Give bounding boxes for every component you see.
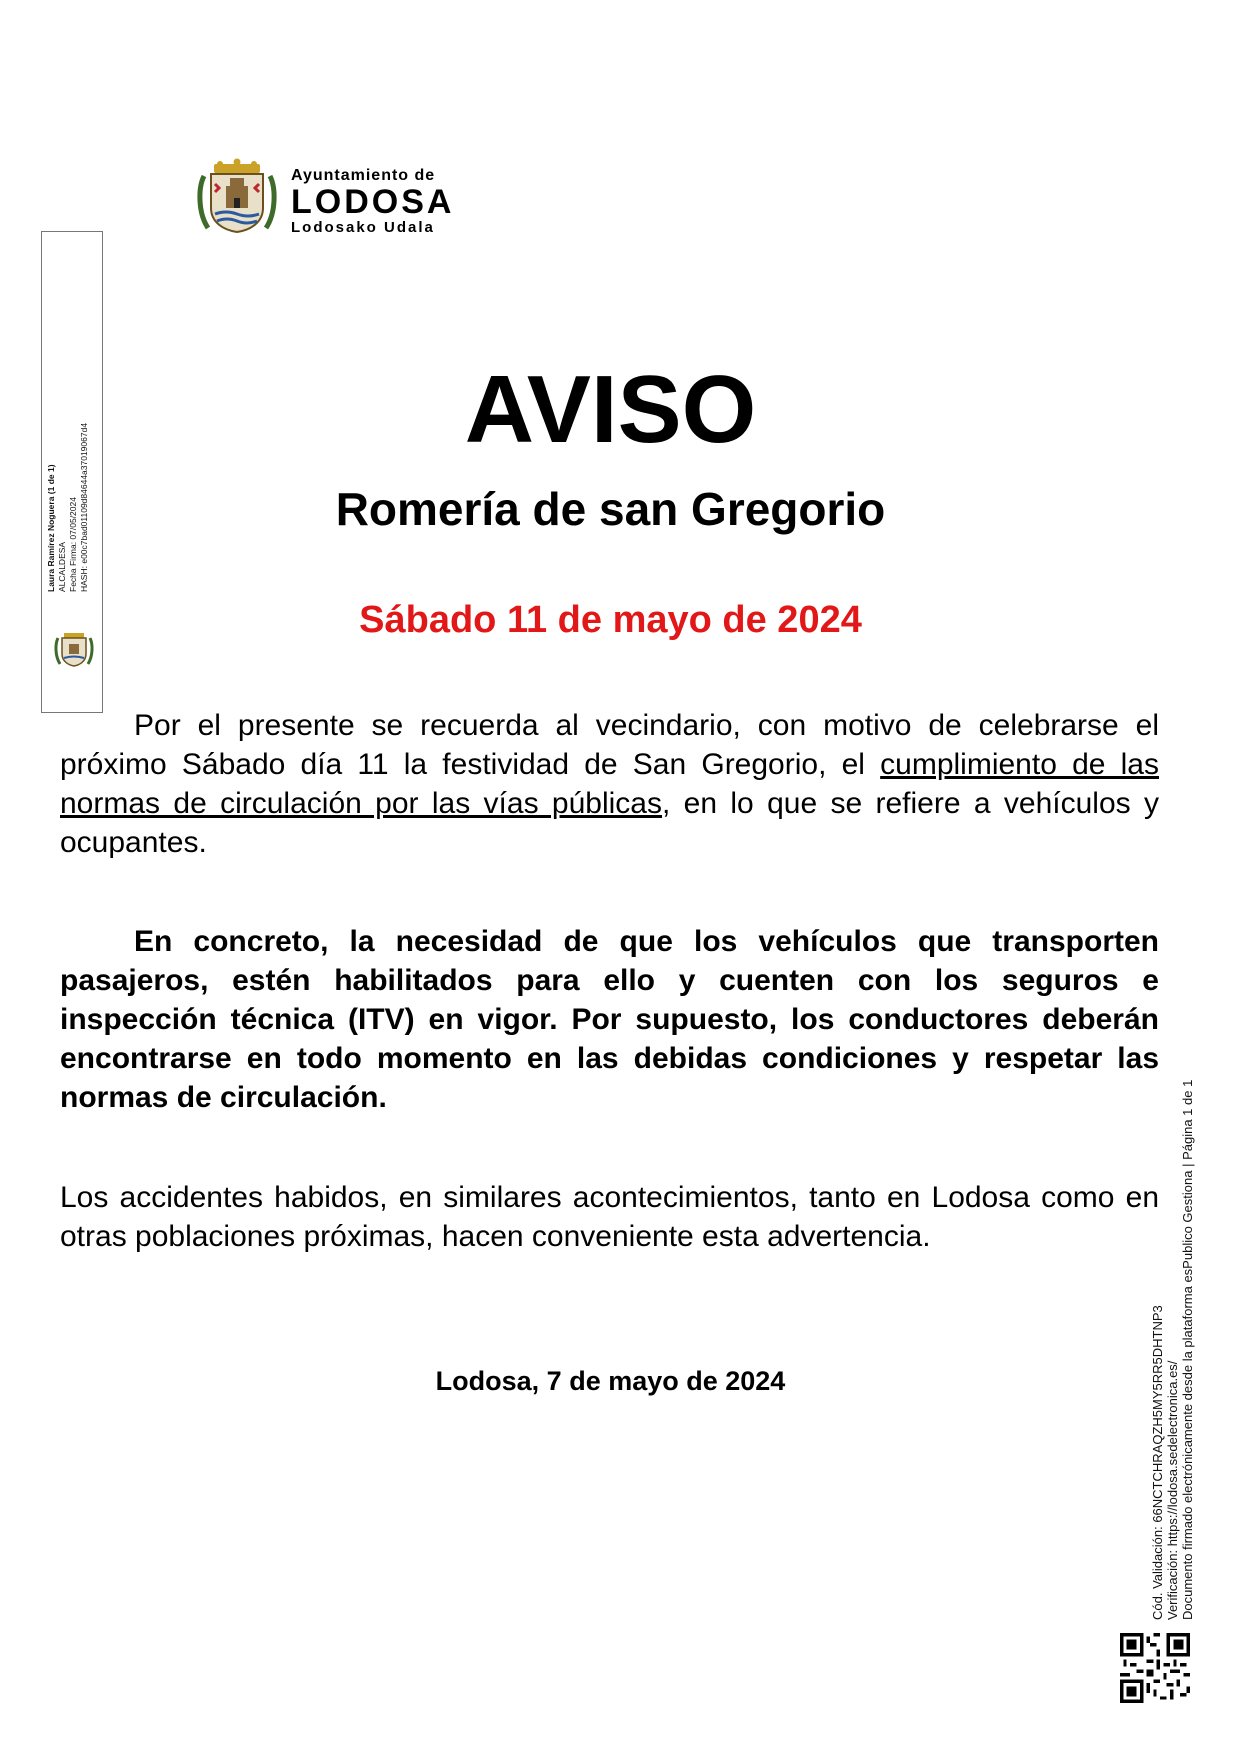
validation-text	[1150, 1080, 1195, 1620]
document-signed-note: Documento firmado electrónicamente desde la plataforma esPublico Gestiona | Página 1 de 1	[1180, 1079, 1195, 1620]
verification-url[interactable]: Verificación: https://lodosa.sedelectronica.es/	[1165, 1360, 1180, 1620]
paragraph-1-underlined: cumplimiento de las normas de circulación por las vías públicas	[60, 748, 1159, 820]
signature-hash: HASH: e00c7bad01109d84644a37019067d4	[79, 422, 89, 592]
signer-name: Laura Ramírez Noguera (1 de 1)	[46, 464, 56, 592]
page-subtitle: Romería de san Gregorio	[335, 483, 886, 535]
signer-role: ALCALDESA	[57, 541, 67, 592]
page-title: AVISO	[464, 356, 757, 463]
event-date: Sábado 11 de mayo de 2024	[359, 599, 862, 641]
qr-code-icon	[1120, 1633, 1190, 1703]
logo-line-1: Ayuntamiento de	[291, 167, 436, 184]
signing-date: Lodosa, 7 de mayo de 2024	[435, 1366, 786, 1396]
paragraph-1-start: Por el presente se recuerda al vecindario, con motivo de celebrarse el próximo Sábado día 11 la festividad de San Gregorio, el	[60, 709, 1159, 781]
paragraph-2: En concreto, la necesidad de que los vehículos que transporten pasajeros, estén habilitados para ello y cuenten con los seguros e inspección técnica (ITV) en vigor. Por supuesto, los conductores deberán encontrarse en todo momento en las debidas condiciones y respetar las normas de circulación.	[60, 925, 1159, 1114]
municipal-logo	[196, 158, 456, 238]
paragraph-1-end: , en lo que se refiere a vehículos y ocupantes.	[60, 787, 1160, 859]
paragraph-3: Los accidentes habidos, en similares acontecimientos, tanto en Lodosa como en otras poblaciones próximas, hacen conveniente esta advertencia.	[60, 1181, 1159, 1253]
coat-of-arms-icon	[196, 158, 278, 238]
signature-date: Fecha Firma: 07/05/2024	[68, 497, 78, 592]
paragraph-1	[60, 706, 1159, 862]
validation-code: Cód. Validación: 66NCTCHRAQZH5MY5RR5DHTNP3	[1150, 1305, 1165, 1620]
logo-line-2: LODOSA	[291, 183, 455, 221]
logo-line-3: Lodosako Udala	[291, 219, 435, 236]
